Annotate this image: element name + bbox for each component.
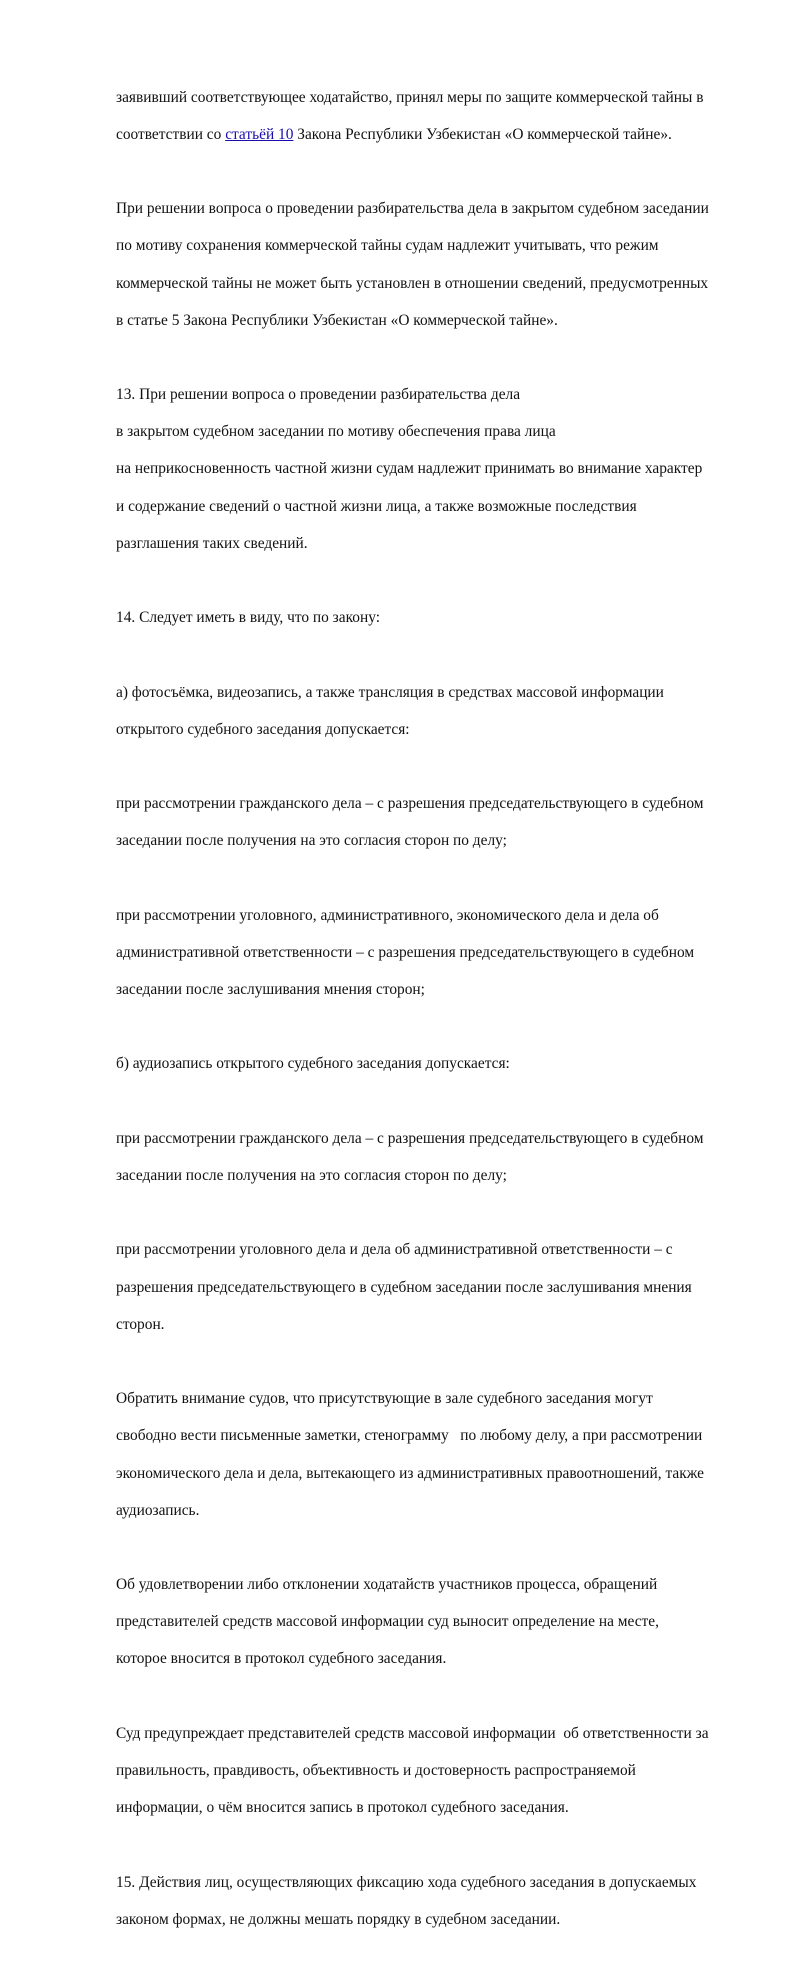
text-fragment: Закона Республики Узбекистан «О коммерческой тайне». bbox=[293, 125, 672, 143]
text-line: 14. Следует иметь в виду, что по закону: bbox=[116, 609, 380, 627]
text-line: экономического дела и дела, вытекающего из административных правоотношений, также bbox=[116, 1464, 704, 1482]
paragraph-criminal-case-photo bbox=[116, 888, 756, 1018]
text-line: и содержание сведений о частной жизни лица, а также возможные последствия bbox=[116, 497, 637, 515]
text-line: При решении вопроса о проведении разбирательства дела в закрытом судебном заседании bbox=[116, 200, 709, 218]
text-line: которое вносится в протокол судебного заседания. bbox=[116, 1650, 447, 1668]
paragraph-item-15 bbox=[116, 1855, 756, 1948]
paragraph-motions-ruling bbox=[116, 1558, 756, 1688]
text-line: при рассмотрении гражданского дела – с разрешения председательствующего в судебном bbox=[116, 795, 704, 813]
text-line: Обратить внимание судов, что присутствующие в зале судебного заседания могут bbox=[116, 1390, 653, 1408]
paragraph-civil-case-photo bbox=[116, 777, 756, 870]
article-10-link[interactable]: статьёй 10 bbox=[225, 125, 294, 143]
text-line: разглашения таких сведений. bbox=[116, 534, 308, 552]
text-line: заседании после заслушивания мнения сторон; bbox=[116, 981, 425, 999]
text-line: заявивший соответствующее ходатайство, принял меры по защите коммерческой тайны в bbox=[116, 88, 704, 106]
text-line bbox=[116, 126, 756, 145]
paragraph-closed-session-commercial bbox=[116, 182, 756, 349]
text-line: административной ответственности – с разрешения председательствующего в судебном bbox=[116, 943, 695, 961]
text-line: а) фотосъёмка, видеозапись, а также трансляция в средствах массовой информации bbox=[116, 683, 664, 701]
text-fragment: соответствии со bbox=[116, 125, 226, 143]
text-line: при рассмотрении гражданского дела – с разрешения председательствующего в судебном bbox=[116, 1129, 704, 1147]
text-line: аудиозапись. bbox=[116, 1501, 200, 1519]
text-line: в статье 5 Закона Республики Узбекистан «О коммерческой тайне». bbox=[116, 311, 558, 329]
paragraph-commercial-secret-measures bbox=[116, 70, 756, 163]
text-line: разрешения председательствующего в судебном заседании после заслушивания мнения bbox=[116, 1278, 692, 1296]
text-line: в закрытом судебном заседании по мотиву обеспечения права лица bbox=[116, 423, 556, 441]
text-line: заседании после получения на это согласия сторон по делу; bbox=[116, 1167, 507, 1185]
text-line: правильность, правдивость, объективность и достоверность распространяемой bbox=[116, 1762, 636, 1780]
text-line: информации, о чём вносится запись в протокол судебного заседания. bbox=[116, 1799, 569, 1817]
text-line: при рассмотрении уголовного, административного, экономического дела и дела об bbox=[116, 906, 659, 924]
text-line: законом формах, не должны мешать порядку в судебном заседании. bbox=[116, 1910, 561, 1928]
text-line: 13. При решении вопроса о проведении разбирательства дела bbox=[116, 386, 521, 404]
text-line: по мотиву сохранения коммерческой тайны судам надлежит учитывать, что режим bbox=[116, 237, 659, 255]
paragraph-notes-allowed bbox=[116, 1372, 756, 1539]
document-page bbox=[116, 70, 756, 1967]
paragraph-item-14a bbox=[116, 665, 756, 758]
text-line: б) аудиозапись открытого судебного заседания допускается: bbox=[116, 1055, 510, 1073]
paragraph-item-13 bbox=[116, 368, 756, 573]
paragraph-item-14b bbox=[116, 1037, 756, 1093]
text-line: свободно вести письменные заметки, стенограмму по любому делу, а при рассмотрении bbox=[116, 1427, 703, 1445]
paragraph-criminal-case-audio bbox=[116, 1223, 756, 1353]
text-line: 15. Действия лиц, осуществляющих фиксацию хода судебного заседания в допускаемых bbox=[116, 1873, 697, 1891]
text-line: Об удовлетворении либо отклонении ходатайств участников процесса, обращений bbox=[116, 1576, 658, 1594]
text-line: коммерческой тайны не может быть установлен в отношении сведений, предусмотренных bbox=[116, 274, 709, 292]
paragraph-civil-case-audio bbox=[116, 1111, 756, 1204]
text-line: Суд предупреждает представителей средств массовой информации об ответственности за bbox=[116, 1724, 709, 1742]
paragraph-media-warning bbox=[116, 1706, 756, 1836]
text-line: на неприкосновенность частной жизни судам надлежит принимать во внимание характер bbox=[116, 460, 703, 478]
text-line: сторон. bbox=[116, 1315, 165, 1333]
text-line: открытого судебного заседания допускается: bbox=[116, 720, 410, 738]
paragraph-item-14 bbox=[116, 591, 756, 647]
text-line: заседании после получения на это согласия сторон по делу; bbox=[116, 832, 507, 850]
text-line: при рассмотрении уголовного дела и дела об административной ответственности – с bbox=[116, 1241, 673, 1259]
text-line: представителей средств массовой информации суд выносит определение на месте, bbox=[116, 1613, 659, 1631]
